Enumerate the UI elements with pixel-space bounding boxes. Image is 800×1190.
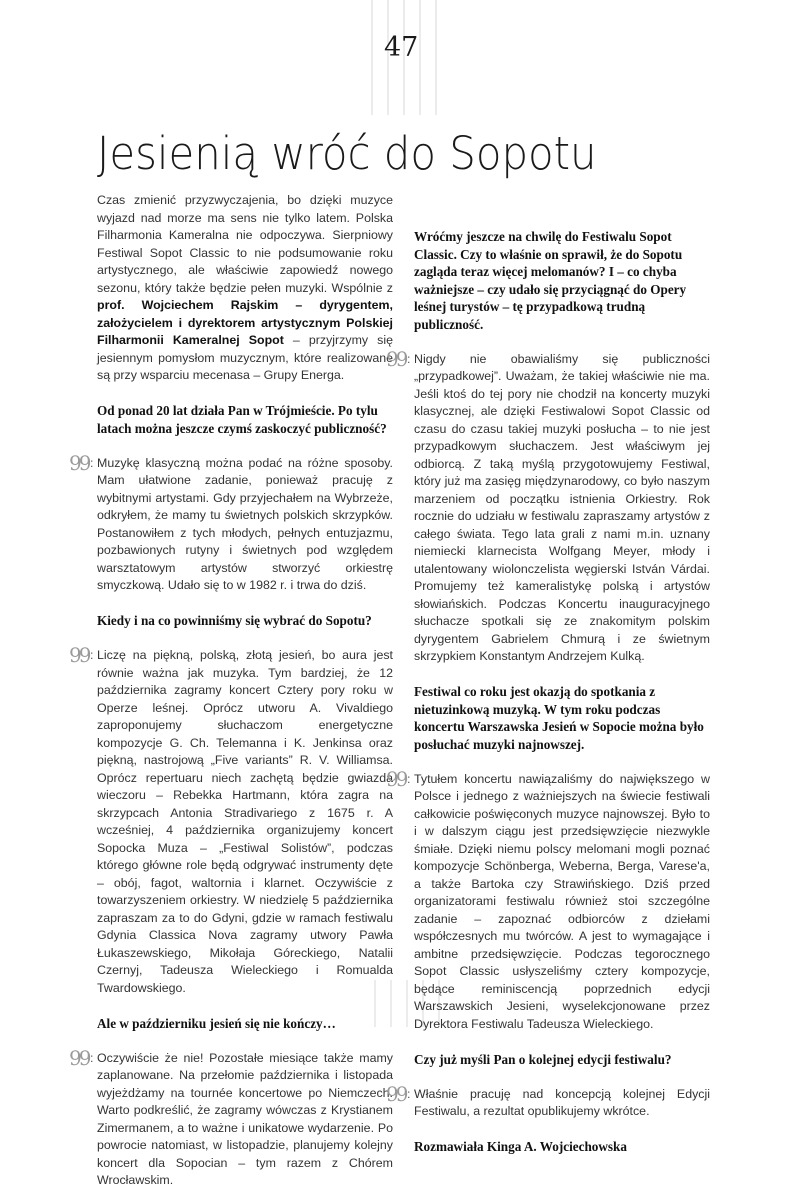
answer-text: Właśnie pracuję nad koncepcją kolejnej Edycji Festiwalu, a rezultat opublikujemy wkrótce. [414, 1086, 710, 1118]
quote-icon: 99 [69, 450, 89, 475]
answer-text: Nigdy nie obawialiśmy się publiczności „przypadkowej”. Uważam, że takiej właściwie nie ma. Jeśli ktoś do tej pory nie chodził na koncerty muzyki klasycznej, ale dzięki Festiwalowi Sopot Classic od czasu do czasu takiej muzyki posłucha – to nie jest przypadkowym słuchaczem. Jest właściwym jej odbiorcą. Z taką myślą przygotowujemy Festiwal, który już ma zasięg międzynarodowy, co było naszym marzeniem od początku istnienia Orkiestry. Rok rocznie do udziału w festiwalu zapraszamy artystów z całego świata. Tego lata grali z nami m.in. uznany niemiecki klarnecista Wolfgang Meyer, młody i utalentowany wiolonczelista węgierski István Várdai. Promujemy też kameralistykę polską i artystów słowiańskich. Podczas Koncertu inauguracyjnego słuchacze spotkali się ze znakomitym polskim dyrygentem Gabrielem Chmurą i ze świetnym skrzypkiem Konstantym Andrzejem Kulką. [414, 351, 710, 663]
intro-text-end: – przyjrzymy się jesiennym pomysłom muzycznym, które realizowane są przy wsparciu mecenasa – Grupy Energa. [97, 333, 393, 382]
quote-icon: 99 [386, 766, 406, 791]
quote-icon: 99 [69, 1045, 89, 1070]
decorative-rule [435, 0, 437, 115]
intro-paragraph [97, 192, 393, 385]
answer [69, 643, 393, 997]
colon-mark: : [90, 1050, 94, 1065]
decorative-rule [406, 980, 408, 1027]
column-left [69, 192, 393, 1190]
article-title: Jesienią wróć do Sopotu [97, 127, 597, 180]
question: Ale w październiku jesień się nie kończy… [97, 1015, 336, 1031]
page-number: 47 [384, 32, 419, 63]
answer [386, 346, 710, 666]
question: Czy już myśli Pan o kolejnej edycji festiwalu? [414, 1051, 672, 1067]
answer [386, 766, 710, 1034]
answer [386, 1081, 710, 1121]
answer-text: Oczywiście że nie! Pozostałe miesiące także mamy zaplanowane. Na przełomie października i listopada wyjeżdżamy na tournée koncertowe po Niemczech. Warto podkreślić, że zagramy wówczas z Krystianem Zimermanem, a to ważne i unikatowe wydarzenie. Po powrocie natomiast, w listopadzie, planujemy kolejny koncert dla Sopocian – tym razem z Chórem Wrocławskim. [97, 1050, 393, 1187]
answer [69, 1045, 393, 1190]
answer-text: Muzykę klasyczną można podać na różne sposoby. Mam ułatwione zadanie, ponieważ pracuję z wybitnymi artystami. Gdy przyjechałem na Wybrzeże, odkryłem, że mamy tu świetnych polskich skrzypków. Postanowiłem z tych młodych, pełnych entuzjazmu, pozbawionych rutyny i świetnych pod względem warsztatowym artystów stworzyć orkiestrę smyczkową. Udało się to w 1982 r. i trwa do dziś. [97, 455, 393, 592]
question: Festiwal co roku jest okazją do spotkania z nietuzinkową muzyką. W tym roku podczas koncertu Warszawska Jesień w Sopocie można było posłuchać muzyki najnowszej. [414, 684, 704, 752]
answer-text: Liczę na piękną, polską, złotą jesień, bo aura jest równie ważna jak muzyka. Tym bardziej, że 12 października zagramy koncert Cztery pory roku w Operze leśnej. Oprócz utworu A. Vivaldiego zaproponujemy słuchaczom energetyczne kompozycje G. Ch. Telemanna i K. Jenkinsa oraz piękną, nastrojową „Five variants” R. V. Williamsa. Oprócz repertuaru niech zachętą będzie gwiazda wieczoru – Rebekka Hartmann, która zagra na skrzypcach Antonia Stradivariego z 1675 r. A wcześniej, 4 października organizujemy koncert Sopocka Muza – „Festiwal Solistów”, podczas którego główne role będą odgrywać instrumenty dęte – obój, fagot, waltornia i klarnet. Oczywiście z towarzyszeniem orkiestry. W niedzielę 5 października zapraszam za to do Gdyni, gdzie w ramach festiwalu Gdynia Classica Nova zagramy utwory Pawła Łukaszewskiego, Mikołaja Góreckiego, Natalii Czernyj, Tadeusza Wieleckiego i Romualda Twardowskiego. [97, 648, 393, 995]
quote-icon: 99 [386, 1081, 406, 1106]
decorative-rule [419, 0, 421, 115]
colon-mark: : [407, 1086, 411, 1101]
quote-icon: 99 [69, 643, 89, 667]
question: Od ponad 20 lat działa Pan w Trójmieście. Po tylu latach można jeszcze czymś zaskoczyć publiczność? [97, 403, 387, 436]
column-right [386, 228, 710, 1173]
answer [69, 450, 393, 595]
colon-mark: : [90, 648, 94, 662]
colon-mark: : [407, 351, 411, 366]
answer-text: Tytułem koncertu nawiązaliśmy do największego w Polsce i jednego z ważniejszych na świecie festiwali całkowicie poświęconych muzyce najnowszej. Było to i w dalszym ciągu jest przedsięwzięcie niezwykle śmiałe. Dzięki niemu polscy melomani mogli poznać kompozycje Schönberga, Weberna, Berga, Varese'a, a także Bartoka czy Strawińskiego. Dziś przed organizatorami festiwalu również stoi szczególne zadanie – zapoznać odbiorców z dziełami współczesnych mu twórców. A jest to wymagające i ambitne przedsięwzięcie. Podczas tegorocznego Sopot Classic usłyszeliśmy cztery kompozycje, będące reminiscencją poprzednich edycji Warszawskich Jesieni, wyselekcjonowane przez Dyrektora Festiwalu Tadeusza Wieleckiego. [414, 771, 710, 1031]
quote-icon: 99 [386, 346, 406, 371]
colon-mark: : [90, 455, 94, 470]
question: Kiedy i na co powinniśmy się wybrać do Sopotu? [97, 613, 372, 628]
interviewer-signature: Rozmawiała Kinga A. Wojciechowska [414, 1139, 627, 1154]
colon-mark: : [407, 771, 411, 786]
question: Wróćmy jeszcze na chwilę do Festiwalu Sopot Classic. Czy to właśnie on sprawił, że do Sopotu zagląda teraz więcej melomanów? I – co chyba ważniejsze – czy udało się przyciągnąć do Opery leśnej turystów – tę przypadkową trudną publiczność. [414, 229, 687, 332]
intro-text: Czas zmienić przyzwyczajenia, bo dzięki muzyce wyjazd nad morze ma sens nie tylko latem. Polska Filharmonia Kameralna nie odpoczywa. Sierpniowy Festiwal Sopot Classic to nie podsumowanie roku artystycznego, ale właściwie zapowiedź nowego sezonu, który także będzie pełen muzyki. Wspólnie z [97, 193, 393, 295]
decorative-rule [371, 0, 373, 115]
intro-bold-text: prof. Wojciechem Rajskim – dyrygentem, założycielem i dyrektorem artystycznym Polskiej Filharmonii Kameralnej Sopot [97, 298, 393, 347]
